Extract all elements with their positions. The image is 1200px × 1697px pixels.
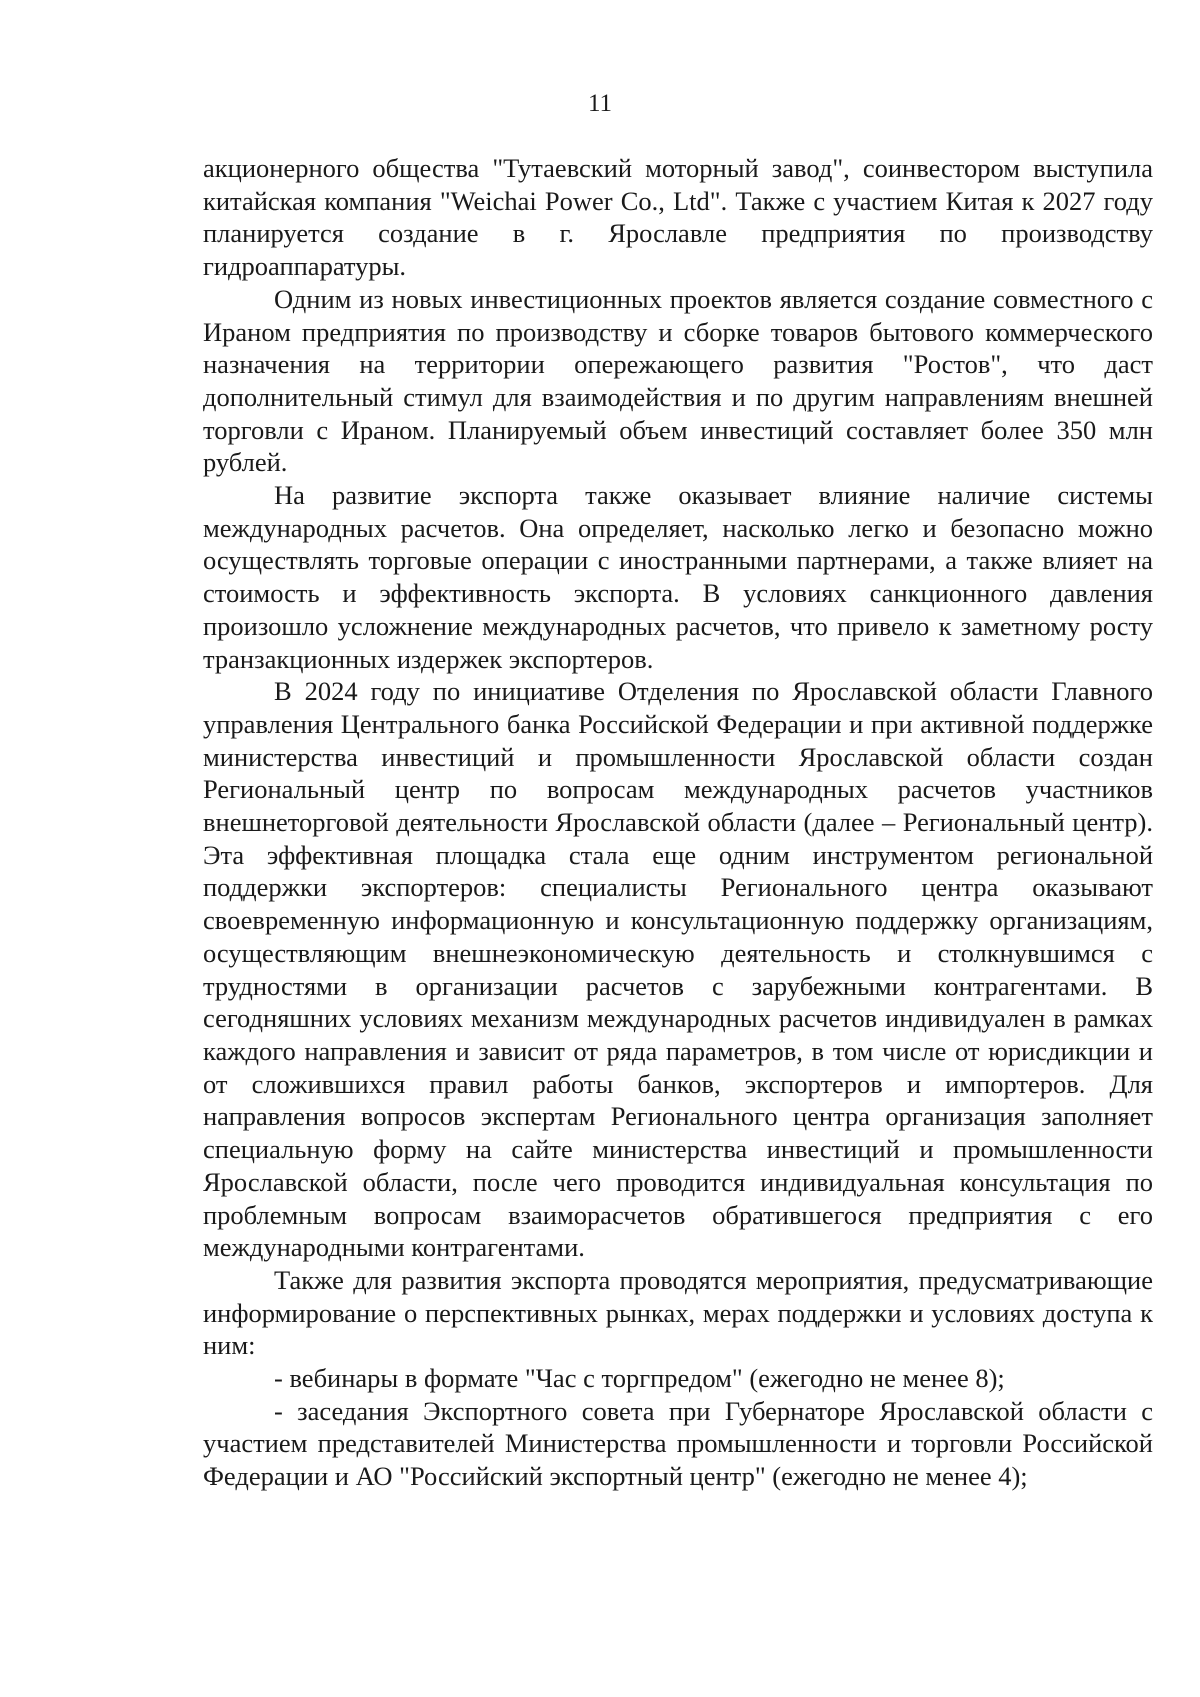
paragraph-export-events: Также для развития экспорта проводятся мероприятия, предусматривающие информирование о перспективных рынках, мерах поддержки и условиях доступа к ним: [203,1264,1153,1361]
paragraph-regional-center: В 2024 году по инициативе Отделения по Ярославской области Главного управления Центрального банка Российской Федерации и при активной поддержке министерства инвестиций и промышленности Ярославской области создан Региональный центр по вопросам международных расчетов участников внешнеторговой деятельности Ярославской области (далее – Региональный центр). Эта эффективная площадка стала еще одним инструментом региональной поддержки экспортеров: специалисты Регионального центра оказывают своевременную информационную и консультационную поддержку организациям, осуществляющим внешнеэкономическую деятельность и столкнувшимся с трудностями в организации расчетов с зарубежными контрагентами. В сегодняшних условиях механизм международных расчетов индивидуален в рамках каждого направления и зависит от ряда параметров, в том числе от юрисдикции и от сложившихся правил работы банков, экспортеров и импортеров. Для направления вопросов экспертам Регионального центра организация заполняет специальную форму на сайте министерства инвестиций и промышленности Ярославской области, после чего проводится индивидуальная консультация по проблемным вопросам взаиморасчетов обратившегося предприятия с его международными контрагентами. [203,676,1153,1263]
document-body [203,152,1153,1493]
list-item-webinars: - вебинары в формате "Час с торгпредом" (ежегодно не менее 8); [274,1363,1005,1394]
list-item-export-council: - заседания Экспортного совета при Губернаторе Ярославской области с участием представителей Министерства промышленности и торговли Российской Федерации и АО "Российский экспортный центр" (ежегодно не менее 4); [203,1395,1153,1492]
page-number: 11 [587,90,613,117]
paragraph-intro-continuation: акционерного общества "Тутаевский моторный завод", соинвестором выступила китайская компания "Weichai Power Co., Ltd". Также с участием Китая к 2027 году планируется создание в г. Ярославле предприятия по производству гидроаппаратуры. [203,153,1153,282]
paragraph-international-settlements: На развитие экспорта также оказывает влияние наличие системы международных расчетов. Она определяет, насколько легко и безопасно можно осуществлять торговые операции с иностранными партнерами, а также влияет на стоимость и эффективность экспорта. В условиях санкционного давления произошло усложнение международных расчетов, что привело к заметному росту транзакционных издержек экспортеров. [203,480,1153,674]
paragraph-iran-project: Одним из новых инвестиционных проектов является создание совместного с Ираном предприятия по производству и сборке товаров бытового коммерческого назначения на территории опережающего развития "Ростов", что даст дополнительный стимул для взаимодействия и по другим направлениям внешней торговли с Ираном. Планируемый объем инвестиций составляет более 350 млн рублей. [203,283,1153,478]
